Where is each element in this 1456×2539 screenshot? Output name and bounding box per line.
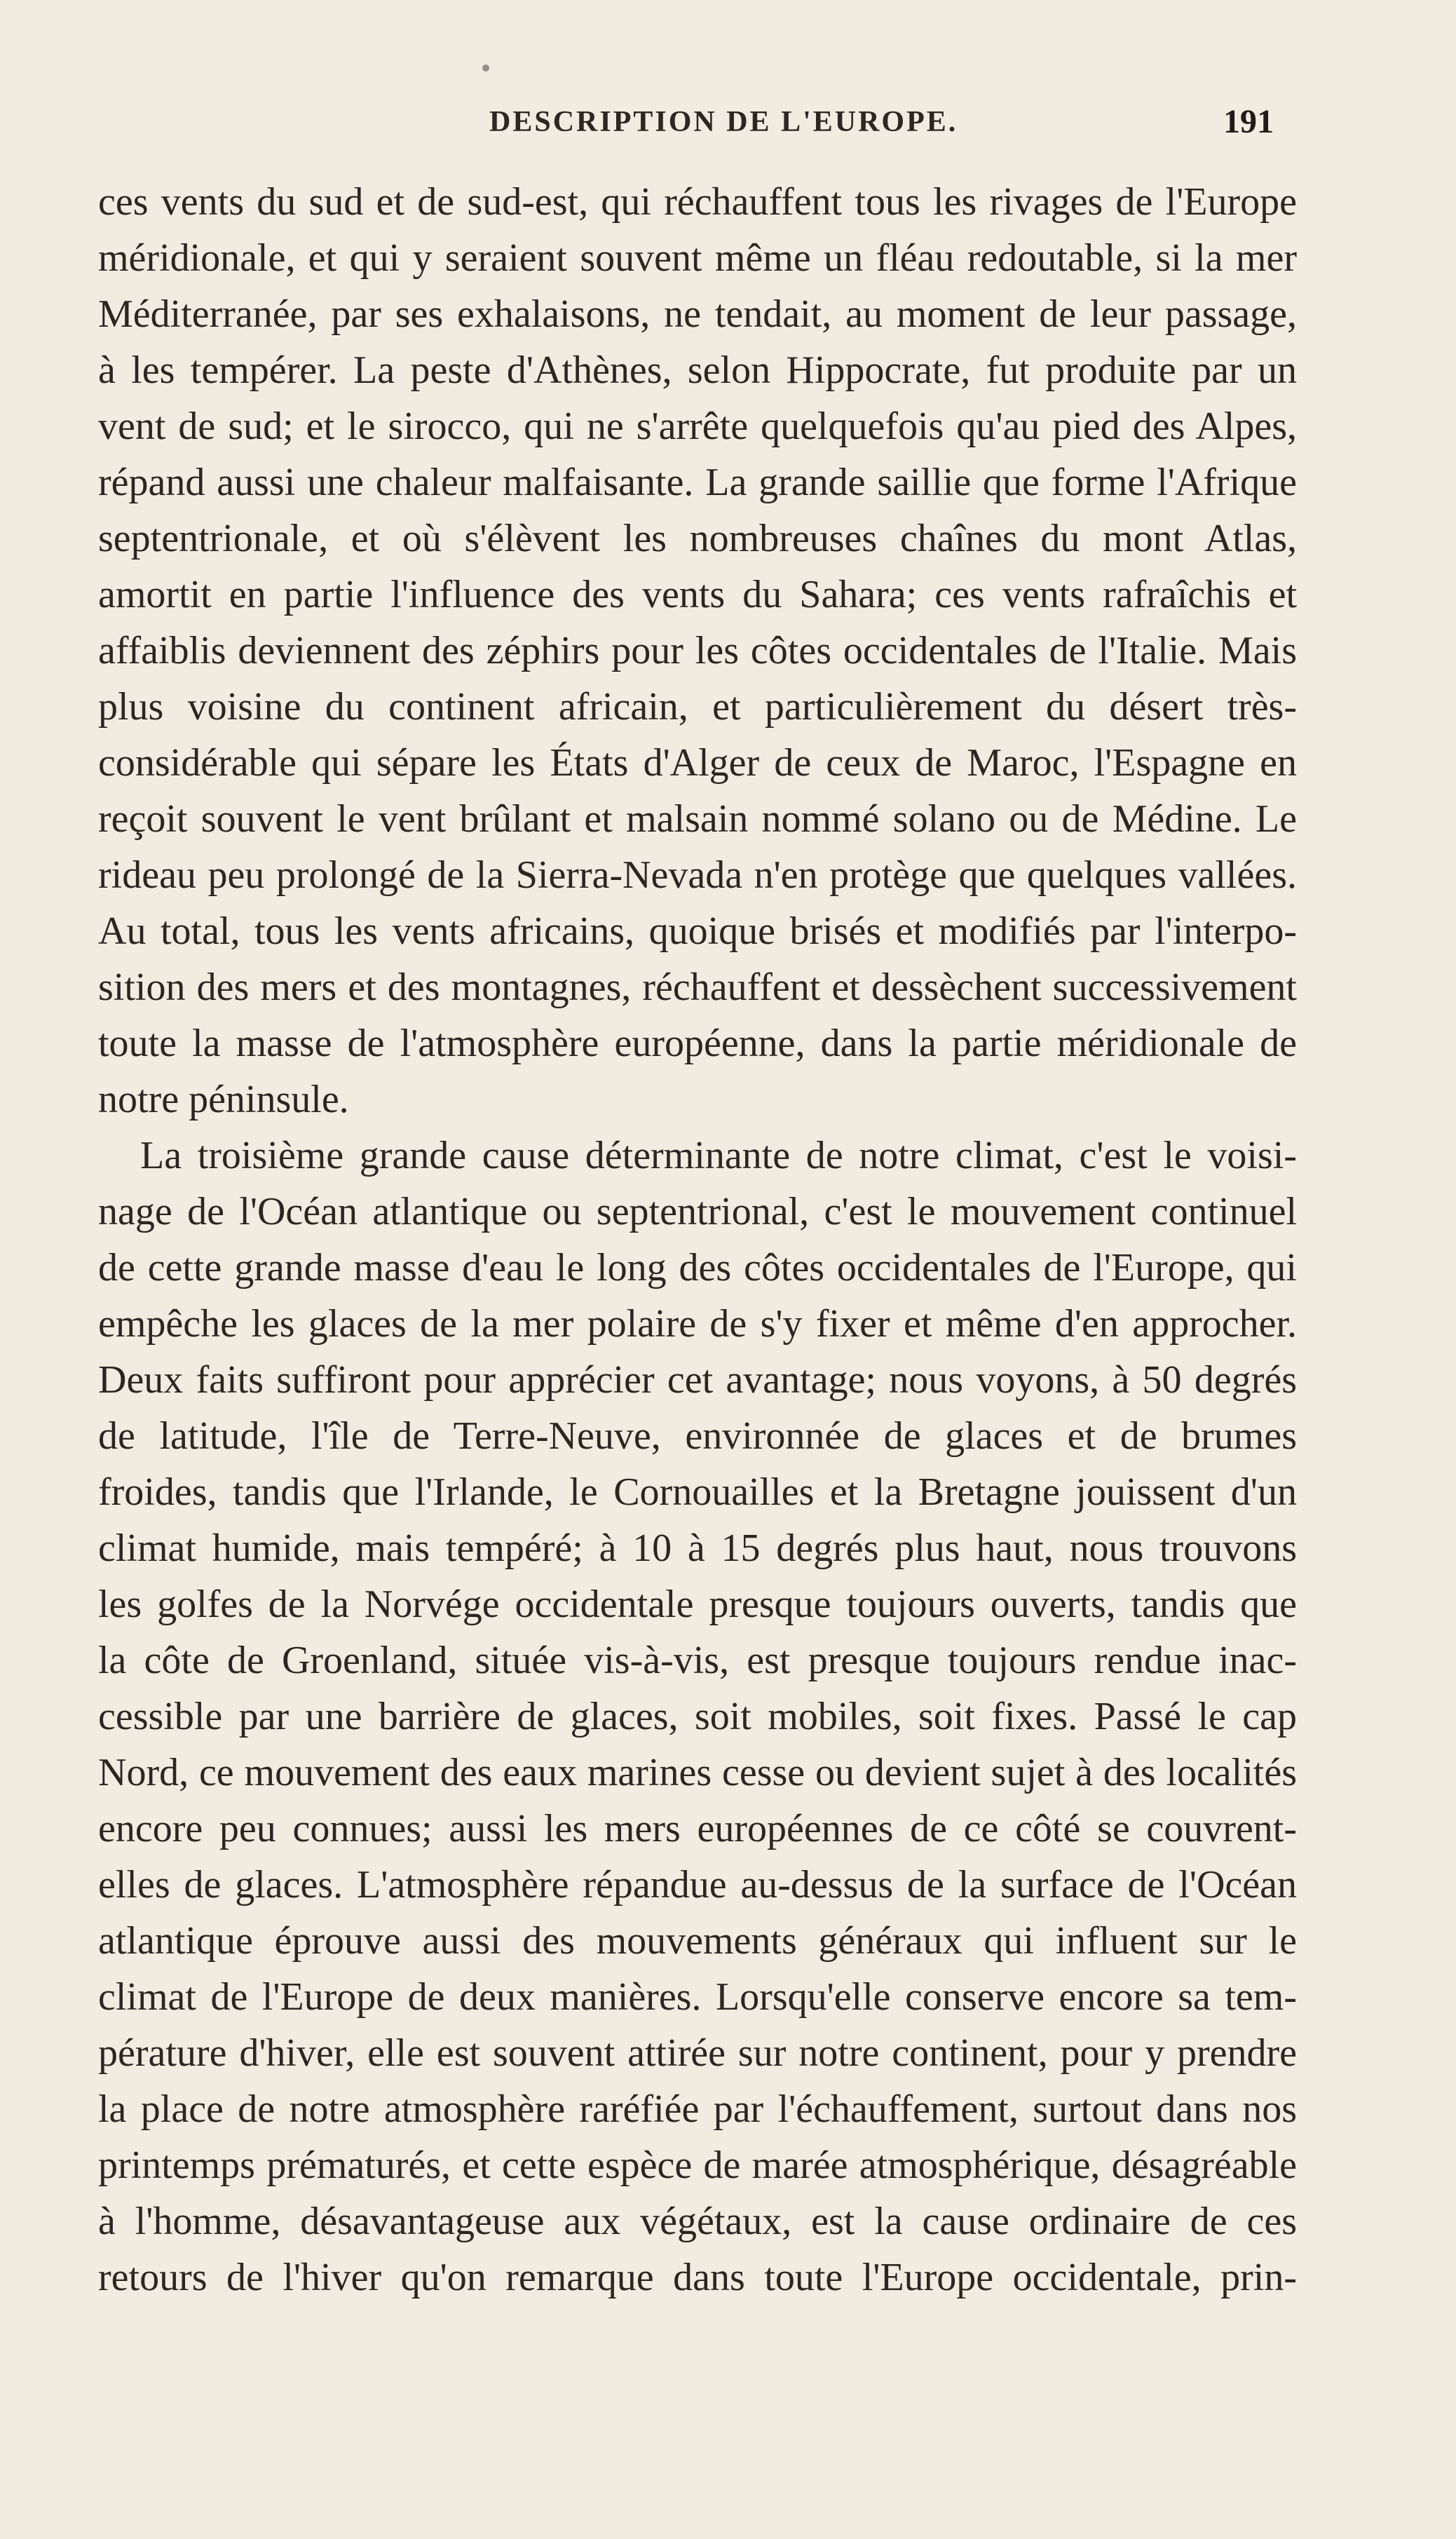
body-text [98, 174, 1297, 2306]
text-line: rideau peu prolongé de la Sierra-Nevada n'en protège que quelques vallées. [98, 853, 1297, 897]
text-line: nage de l'Océan atlantique ou septentrional, c'est le mouvement continuel [98, 1190, 1297, 1233]
running-title: DESCRIPTION DE L'EUROPE. [489, 106, 958, 138]
text-line: de latitude, l'île de Terre-Neuve, environnée de glaces et de brumes [98, 1414, 1297, 1458]
text-line: atlantique éprouve aussi des mouvements généraux qui influent sur le [98, 1919, 1297, 1963]
text-line: plus voisine du continent africain, et particulièrement du désert très- [98, 685, 1297, 729]
text-line: considérable qui sépare les États d'Alger de ceux de Maroc, l'Espagne en [98, 741, 1297, 785]
ink-speck [482, 65, 489, 72]
text-line: Méditerranée, par ses exhalaisons, ne tendait, au moment de leur passage, [98, 292, 1297, 336]
text-line: la place de notre atmosphère raréfiée par l'échauffement, surtout dans nos [98, 2087, 1297, 2131]
text-line: Au total, tous les vents africains, quoique brisés et modifiés par l'interpo- [98, 909, 1297, 953]
text-line: retours de l'hiver qu'on remarque dans toute l'Europe occidentale, prin- [98, 2256, 1297, 2299]
text-line: à les tempérer. La peste d'Athènes, selon Hippocrate, fut produite par un [98, 348, 1297, 392]
text-line: de cette grande masse d'eau le long des côtes occidentales de l'Europe, qui [98, 1246, 1297, 1289]
text-line: climat humide, mais tempéré; à 10 à 15 degrés plus haut, nous trouvons [98, 1526, 1297, 1570]
text-line: répand aussi une chaleur malfaisante. La grande saillie que forme l'Afrique [98, 461, 1297, 504]
text-line: empêche les glaces de la mer polaire de s'y fixer et même d'en approcher. [98, 1302, 1297, 1346]
text-line: pérature d'hiver, elle est souvent attirée sur notre continent, pour y prendre [98, 2031, 1297, 2075]
text-line: affaiblis deviennent des zéphirs pour les côtes occidentales de l'Italie. Mais [98, 629, 1297, 672]
text-line: ces vents du sud et de sud-est, qui réchauffent tous les rivages de l'Europe [98, 180, 1297, 224]
page-number: 191 [1223, 103, 1274, 140]
text-line: la côte de Groenland, située vis-à-vis, est presque toujours rendue inac- [98, 1639, 1297, 1682]
text-line: toute la masse de l'atmosphère européenne, dans la partie méridionale de [98, 1022, 1297, 1065]
text-line: méridionale, et qui y seraient souvent même un fléau redoutable, si la mer [98, 236, 1297, 280]
text-line: climat de l'Europe de deux manières. Lorsqu'elle conserve encore sa tem- [98, 1975, 1297, 2019]
text-line: printemps prématurés, et cette espèce de marée atmosphérique, désagréable [98, 2144, 1297, 2187]
text-line: vent de sud; et le sirocco, qui ne s'arrête quelquefois qu'au pied des Alpes, [98, 405, 1297, 448]
text-line: les golfes de la Norvége occidentale presque toujours ouverts, tandis que [98, 1583, 1297, 1626]
text-line: cessible par une barrière de glaces, soit mobiles, soit fixes. Passé le cap [98, 1695, 1297, 1738]
text-line: Deux faits suffiront pour apprécier cet avantage; nous voyons, à 50 degrés [98, 1358, 1297, 1402]
text-line: amortit en partie l'influence des vents du Sahara; ces vents rafraîchis et [98, 573, 1297, 616]
paragraph-start-line: La troisième grande cause déterminante de notre climat, c'est le voisi- [140, 1134, 1297, 1177]
text-line: froides, tandis que l'Irlande, le Cornouailles et la Bretagne jouissent d'un [98, 1470, 1297, 1514]
text-line: Nord, ce mouvement des eaux marines cesse ou devient sujet à des localités [98, 1751, 1297, 1794]
text-line: encore peu connues; aussi les mers européennes de ce côté se couvrent- [98, 1807, 1297, 1850]
text-line: à l'homme, désavantageuse aux végétaux, est la cause ordinaire de ces [98, 2200, 1297, 2243]
text-line: reçoit souvent le vent brûlant et malsain nommé solano ou de Médine. Le [98, 797, 1297, 841]
text-line: sition des mers et des montagnes, réchauffent et dessèchent successivement [98, 966, 1297, 1009]
paragraph-end-line: notre péninsule. [98, 1078, 349, 1121]
text-line: elles de glaces. L'atmosphère répandue au-dessus de la surface de l'Océan [98, 1863, 1297, 1907]
text-line: septentrionale, et où s'élèvent les nombreuses chaînes du mont Atlas, [98, 517, 1297, 560]
